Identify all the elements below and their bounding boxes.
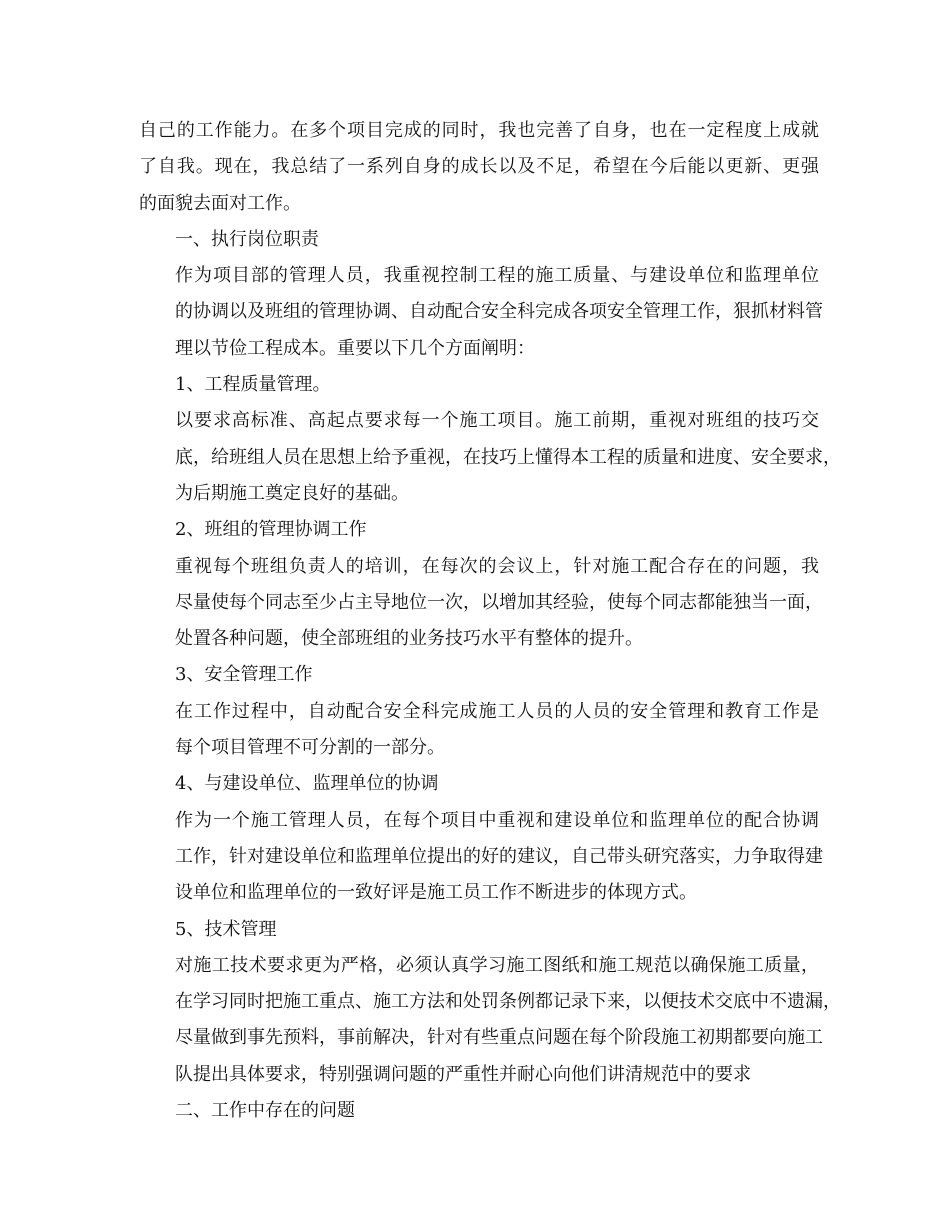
paragraph bbox=[139, 803, 823, 912]
section-heading bbox=[139, 512, 819, 548]
text-line: 处置各种问题，使全部班组的业务技巧水平有整体的提升。 bbox=[175, 628, 643, 650]
text-line: 为后期施工奠定良好的基础。 bbox=[175, 482, 409, 504]
section-heading bbox=[139, 222, 819, 258]
text-line: 底，给班组人员在思想上给予重视，在技巧上懂得本工程的质量和进度、安全要求， bbox=[175, 446, 841, 468]
text-line: 1、工程质量管理。 bbox=[175, 374, 331, 396]
paragraph bbox=[139, 403, 841, 512]
document-body bbox=[139, 113, 841, 1129]
text-line: 5、技术管理 bbox=[175, 918, 277, 940]
section-heading bbox=[139, 766, 819, 802]
paragraph bbox=[139, 948, 841, 1093]
text-line: 队提出具体要求，特别强调问题的严重性并耐心向他们讲清规范中的要求 bbox=[175, 1063, 751, 1085]
section-heading bbox=[139, 912, 819, 948]
text-line: 了自我。现在，我总结了一系列自身的成长以及不足，希望在今后能以更新、更强 bbox=[139, 156, 819, 178]
text-line: 2、班组的管理协调工作 bbox=[175, 519, 367, 541]
paragraph bbox=[139, 258, 823, 367]
text-line: 作为项目部的管理人员，我重视控制工程的施工质量、与建设单位和监理单位 bbox=[175, 265, 819, 287]
text-line: 一、执行岗位职责 bbox=[175, 228, 319, 250]
section-heading bbox=[139, 1093, 819, 1129]
paragraph bbox=[139, 549, 823, 658]
text-line: 3、安全管理工作 bbox=[175, 664, 313, 686]
text-line: 重视每个班组负责人的培训，在每次的会议上，针对施工配合存在的问题，我 bbox=[175, 555, 819, 577]
text-line: 尽量做到事先预料，事前解决，针对有些重点问题在每个阶段施工初期都要向施工 bbox=[175, 1027, 823, 1049]
text-line: 理以节俭工程成本。重要以下几个方面阐明： bbox=[175, 337, 535, 359]
text-line: 尽量使每个同志至少占主导地位一次，以增加其经验，使每个同志都能独当一面， bbox=[175, 591, 823, 613]
text-line: 二、工作中存在的问题 bbox=[175, 1100, 355, 1122]
text-line: 每个项目管理不可分割的一部分。 bbox=[175, 737, 445, 759]
text-line: 在学习同时把施工重点、施工方法和处罚条例都记录下来，以便技术交底中不遗漏， bbox=[175, 991, 841, 1013]
text-line: 4、与建设单位、监理单位的协调 bbox=[175, 773, 439, 795]
text-line: 作为一个施工管理人员，在每个项目中重视和建设单位和监理单位的配合协调 bbox=[175, 809, 819, 831]
text-line: 设单位和监理单位的一致好评是施工员工作不断进步的体现方式。 bbox=[175, 882, 697, 904]
text-line: 在工作过程中，自动配合安全科完成施工人员的人员的安全管理和教育工作是 bbox=[175, 700, 819, 722]
text-line: 的面貌去面对工作。 bbox=[139, 192, 301, 214]
text-line: 工作，针对建设单位和监理单位提出的好的建议，自己带头研究落实，力争取得建 bbox=[175, 845, 823, 867]
paragraph bbox=[139, 113, 819, 222]
text-line: 的协调以及班组的管理协调、自动配合安全科完成各项安全管理工作，狠抓材料管 bbox=[175, 301, 823, 323]
section-heading bbox=[139, 657, 819, 693]
text-line: 以要求高标准、高起点要求每一个施工项目。施工前期，重视对班组的技巧交 bbox=[175, 410, 819, 432]
paragraph bbox=[139, 694, 819, 767]
text-line: 对施工技术要求更为严格，必须认真学习施工图纸和施工规范以确保施工质量， bbox=[175, 954, 819, 976]
text-line: 自己的工作能力。在多个项目完成的同时，我也完善了自身，也在一定程度上成就 bbox=[139, 120, 819, 141]
section-heading bbox=[139, 367, 819, 403]
